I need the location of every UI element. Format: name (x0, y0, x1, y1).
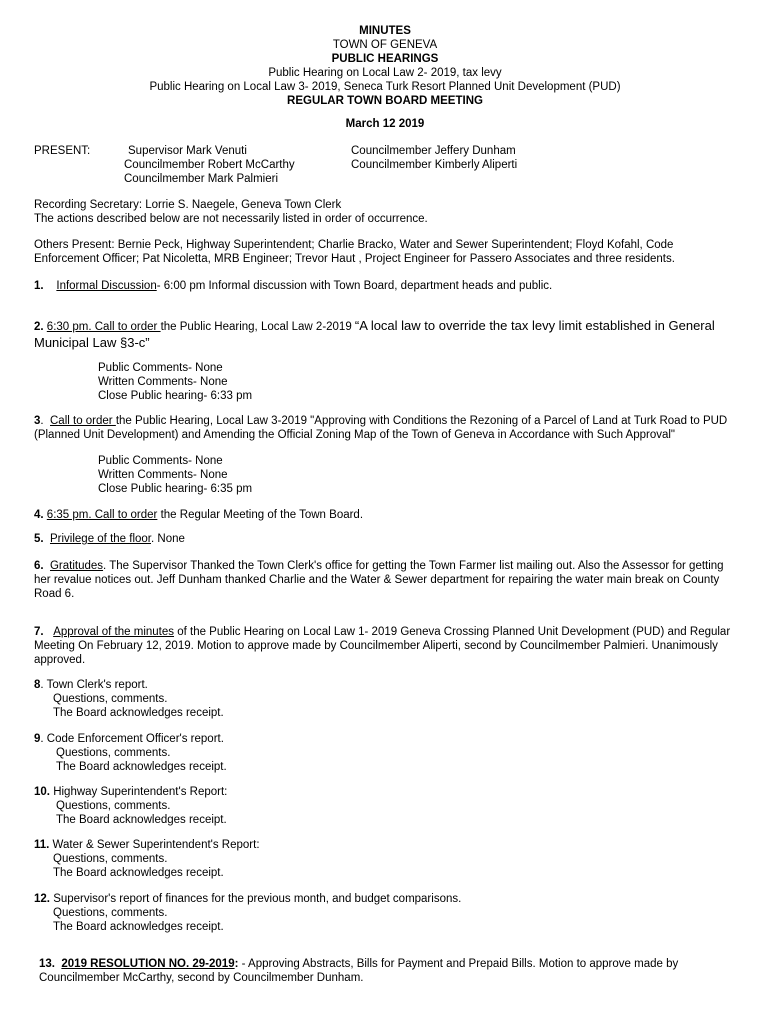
item-title: Approval of the minutes (53, 626, 175, 638)
item-quote: “A local law to override the tax levy limit established in General Municipal Law §3-c” (34, 318, 715, 350)
resolution-title: 2019 RESOLUTION NO. 29-2019 (61, 958, 235, 970)
header-town: TOWN OF GENEVA (332, 39, 438, 51)
item-text: . The Supervisor Thanked the Town Clerk's office for getting the Town Farmer list mailing out. Also the Assessor for getting her revalue notices out. Jeff Dunham thanked Charlie and the Water & Sewer department for repairing the water main break on County Road 6. (34, 560, 724, 600)
present-member: Councilmember Mark Palmieri (124, 173, 279, 185)
present-member: Councilmember Robert McCarthy (124, 159, 295, 171)
item-2-details (98, 361, 252, 403)
detail-line: Questions, comments. (56, 747, 171, 759)
item-text: . None (151, 533, 185, 545)
item-11 (34, 838, 734, 880)
item-number: 7. (34, 626, 44, 638)
detail-line: The Board acknowledges receipt. (56, 761, 227, 773)
document-header (0, 24, 770, 108)
present-label: PRESENT: (34, 145, 91, 157)
detail-line: Questions, comments. (53, 693, 168, 705)
item-title: 6:35 pm. Call to order (46, 509, 158, 521)
item-title: Gratitudes (49, 560, 104, 572)
meeting-date: March 12 2019 (345, 118, 425, 130)
item-number: 1. (34, 280, 44, 292)
item-text: Highway Superintendent's Report: (50, 786, 228, 798)
item-title: Call to order (50, 415, 116, 427)
item-number: 6. (34, 560, 44, 572)
detail-line: The Board acknowledges receipt. (53, 867, 224, 879)
item-8 (34, 678, 734, 720)
detail-line: Close Public hearing- 6:33 pm (98, 390, 253, 402)
item-3-details (98, 454, 252, 496)
item-number: 11. (34, 839, 50, 851)
item-number: 10. (34, 786, 50, 798)
header-hearing-2: Public Hearing on Local Law 3- 2019, Seneca Turk Resort Planned Unit Development (PUD) (149, 81, 621, 93)
resolution-colon: : (234, 958, 239, 970)
item-1 (34, 279, 734, 293)
item-12 (34, 892, 734, 934)
item-text: - Approving Abstracts, Bills for Payment and Prepaid Bills. Motion to approve made by Councilmember McCarthy, second by Councilmember Dunham. (39, 958, 679, 984)
detail-line: Public Comments- None (98, 362, 223, 374)
item-text: Water & Sewer Superintendent's Report: (49, 839, 260, 851)
item-number: 5. (34, 533, 44, 545)
detail-line: The Board acknowledges receipt. (53, 921, 224, 933)
recording-secretary: Recording Secretary: Lorrie S. Naegele, Geneva Town Clerk (34, 199, 342, 211)
item-7 (34, 625, 734, 667)
header-hearing-1: Public Hearing on Local Law 2- 2019, tax levy (268, 67, 502, 79)
detail-line: The Board acknowledges receipt. (53, 707, 224, 719)
header-public-hearings: PUBLIC HEARINGS (331, 53, 439, 65)
item-title: Privilege of the floor (49, 533, 151, 545)
detail-line: The Board acknowledges receipt. (56, 814, 227, 826)
item-10 (34, 785, 734, 827)
detail-line: Close Public hearing- 6:35 pm (98, 483, 253, 495)
secretary-block (34, 198, 734, 226)
detail-line: Questions, comments. (56, 800, 171, 812)
item-number: 8 (34, 679, 41, 691)
others-present: Others Present: Bernie Peck, Highway Superintendent; Charlie Bracko, Water and Sewer Superintendent; Floyd Kofahl, Code Enforcement Officer; Pat Nicoletta, MRB Engineer; Trevor Haut , Project Engineer for Passero Associates and three residents. (34, 239, 675, 265)
header-minutes: MINUTES (359, 25, 411, 37)
item-number: 9 (34, 733, 41, 745)
item-13 (39, 957, 699, 985)
present-column-1 (124, 144, 295, 186)
item-2 (34, 318, 734, 352)
item-number: 4. (34, 509, 44, 521)
item-text: the Public Hearing, Local Law 3-2019 "Approving with Conditions the Rezoning of a Parcel of Land at Turk Road to PUD (Planned Unit Development) and Amending the Official Zoning Map of the Town of Geneva in Accordance with Such Approval" (34, 415, 728, 441)
present-member: Councilmember Jeffery Dunham (351, 145, 516, 157)
present-member: Supervisor Mark Venuti (128, 145, 247, 157)
item-6 (34, 559, 734, 601)
item-text: . Town Clerk's report. (40, 679, 148, 691)
item-4 (34, 508, 734, 522)
item-number: 13. (39, 958, 55, 970)
header-regular-meeting: REGULAR TOWN BOARD MEETING (287, 95, 483, 107)
detail-line: Public Comments- None (98, 455, 223, 467)
item-number: 3 (34, 415, 41, 427)
item-text: of the Public Hearing on Local Law 1- 2019 Geneva Crossing Planned Unit Development (PUD) and Regular Meeting On February 12, 2019. Motion to approve made by Councilmember Aliperti, second by Councilmember Palmieri. Unanimously approved. (34, 626, 731, 666)
detail-line: Questions, comments. (53, 853, 168, 865)
order-note: The actions described below are not necessarily listed in order of occurrence. (34, 213, 428, 225)
item-title: Informal Discussion (56, 280, 157, 292)
detail-line: Written Comments- None (98, 376, 228, 388)
item-text: . Code Enforcement Officer's report. (40, 733, 224, 745)
item-number: 2. (34, 321, 44, 333)
present-column-2 (351, 144, 517, 172)
item-text: - 6:00 pm Informal discussion with Town Board, department heads and public. (156, 280, 553, 292)
item-text: Supervisor's report of finances for the previous month, and budget comparisons. (50, 893, 462, 905)
detail-line: Written Comments- None (98, 469, 228, 481)
item-text: the Regular Meeting of the Town Board. (157, 509, 364, 521)
item-text: the Public Hearing, Local Law 2-2019 (160, 321, 355, 333)
present-member: Councilmember Kimberly Aliperti (351, 159, 518, 171)
detail-line: Questions, comments. (53, 907, 168, 919)
item-3: 3. Call to order the Public Hearing, Local Law 3-2019 "Approving with Conditions the Rezoning of a Parcel of Land at Turk Road to PUD (Planned Unit Development) and Amending the Official Zoning Map of the Town of Geneva in Accordance with Such Approval" (34, 415, 728, 441)
item-9 (34, 732, 734, 774)
item-number: 12. (34, 893, 50, 905)
item-5 (34, 532, 734, 546)
item-title: 6:30 pm. Call to order (46, 321, 161, 333)
